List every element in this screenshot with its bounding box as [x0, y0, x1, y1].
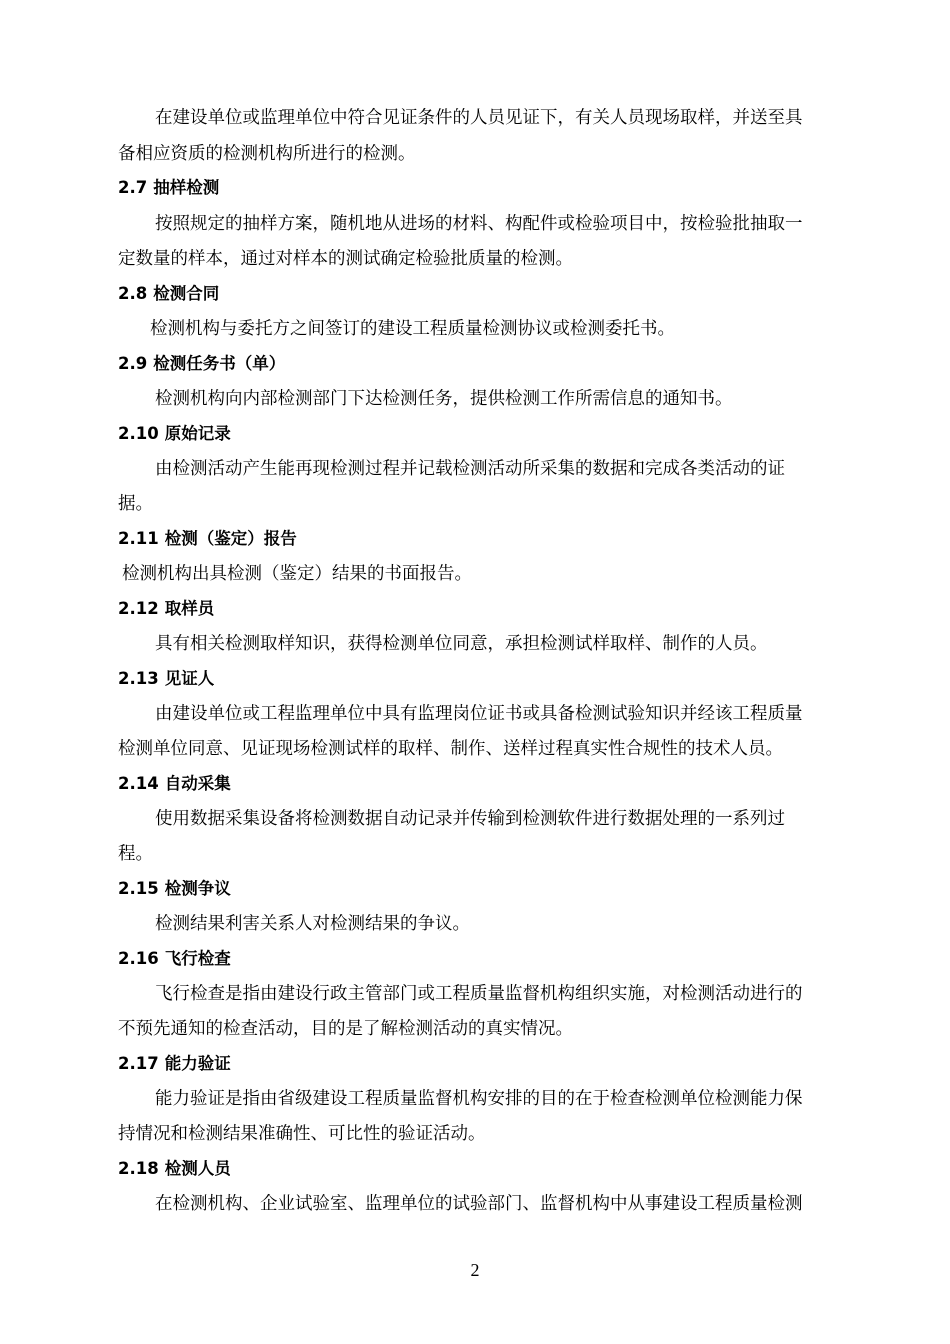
- section-number: 2.13: [118, 669, 159, 688]
- paragraph-line: 由建设单位或工程监理单位中具有监理岗位证书或具备检测试验知识并经该工程质量: [155, 704, 803, 724]
- paragraph-line: 由检测活动产生能再现检测过程并记载检测活动所采集的数据和完成各类活动的证: [155, 459, 785, 479]
- section-title: 飞行检查: [164, 949, 231, 968]
- section-heading-2-11: [118, 527, 297, 551]
- paragraph-line: 据。: [118, 494, 153, 514]
- paragraph-line: 备相应资质的检测机构所进行的检测。: [118, 144, 416, 164]
- paragraph-line: 具有相关检测取样知识，获得检测单位同意，承担检测试样取样、制作的人员。: [155, 634, 768, 654]
- section-number: 2.7: [118, 178, 148, 197]
- paragraph-line: 飞行检查是指由建设行政主管部门或工程质量监督机构组织实施，对检测活动进行的: [155, 984, 803, 1004]
- section-title: 自动采集: [164, 774, 231, 793]
- section-number: 2.10: [118, 424, 159, 443]
- section-title: 检测争议: [164, 879, 231, 898]
- paragraph-line: 检测机构与委托方之间签订的建设工程质量检测协议或检测委托书。: [150, 319, 675, 339]
- paragraph-line: 能力验证是指由省级建设工程质量监督机构安排的目的在于检查检测单位检测能力保: [155, 1089, 803, 1109]
- paragraph-line: 使用数据采集设备将检测数据自动记录并传输到检测软件进行数据处理的一系列过: [155, 809, 785, 829]
- section-heading-2-18: [118, 1157, 231, 1181]
- paragraph-line: 程。: [118, 844, 153, 864]
- section-title: 检测（鉴定）报告: [164, 529, 297, 548]
- section-number: 2.16: [118, 949, 159, 968]
- paragraph-line: 在检测机构、企业试验室、监理单位的试验部门、监督机构中从事建设工程质量检测: [155, 1194, 803, 1214]
- section-title: 检测合同: [153, 284, 220, 303]
- section-heading-2-12: [118, 597, 214, 621]
- paragraph-line: 检测单位同意、见证现场检测试样的取样、制作、送样过程真实性合规性的技术人员。: [118, 739, 783, 759]
- section-title: 原始记录: [164, 424, 231, 443]
- section-title: 能力验证: [164, 1054, 231, 1073]
- section-number: 2.14: [118, 774, 159, 793]
- section-number: 2.9: [118, 354, 148, 373]
- section-number: 2.15: [118, 879, 159, 898]
- section-heading-2-10: [118, 422, 231, 446]
- paragraph-line: 定数量的样本，通过对样本的测试确定检验批质量的检测。: [118, 249, 573, 269]
- section-number: 2.18: [118, 1159, 159, 1178]
- section-title: 见证人: [164, 669, 215, 688]
- section-heading-2-7: [118, 176, 219, 200]
- paragraph-line: 检测结果利害关系人对检测结果的争议。: [155, 914, 470, 934]
- section-title: 检测人员: [164, 1159, 231, 1178]
- section-heading-2-8: [118, 282, 219, 306]
- section-title: 检测任务书（单）: [153, 354, 286, 373]
- section-heading-2-9: [118, 352, 285, 376]
- section-number: 2.12: [118, 599, 159, 618]
- section-title: 抽样检测: [153, 178, 220, 197]
- paragraph-line: 不预先通知的检查活动，目的是了解检测活动的真实情况。: [118, 1019, 573, 1039]
- paragraph-line: 检测机构出具检测（鉴定）结果的书面报告。: [122, 564, 472, 584]
- section-heading-2-17: [118, 1052, 231, 1076]
- page-number: 2: [470, 1260, 480, 1280]
- section-number: 2.11: [118, 529, 159, 548]
- section-number: 2.8: [118, 284, 148, 303]
- section-heading-2-16: [118, 947, 231, 971]
- paragraph-line: 在建设单位或监理单位中符合见证条件的人员见证下，有关人员现场取样，并送至具: [155, 108, 803, 128]
- section-heading-2-14: [118, 772, 231, 796]
- section-number: 2.17: [118, 1054, 159, 1073]
- paragraph-line: 检测机构向内部检测部门下达检测任务，提供检测工作所需信息的通知书。: [155, 389, 733, 409]
- section-heading-2-13: [118, 667, 214, 691]
- paragraph-line: 持情况和检测结果准确性、可比性的验证活动。: [118, 1124, 486, 1144]
- paragraph-line: 按照规定的抽样方案，随机地从进场的材料、构配件或检验项目中，按检验批抽取一: [155, 214, 803, 234]
- section-heading-2-15: [118, 877, 231, 901]
- section-title: 取样员: [164, 599, 215, 618]
